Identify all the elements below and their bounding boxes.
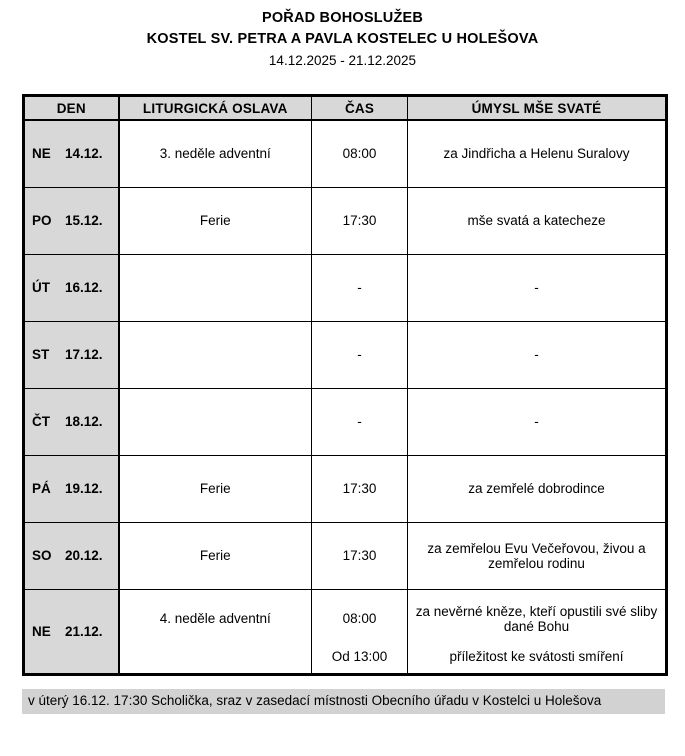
celebration-cell: Ferie	[119, 522, 312, 589]
intention-cell: -	[408, 321, 667, 388]
column-header-liturgicka-oslava: LITURGICKÁ OSLAVA	[119, 96, 312, 121]
day-date: 21.12.	[65, 623, 103, 639]
time-text: 08:00	[342, 611, 377, 626]
day-cell	[24, 589, 119, 674]
time-cell: 17:30	[312, 522, 408, 589]
table-header	[24, 96, 667, 121]
column-header-cas: ČAS	[312, 96, 408, 121]
celebration-text-2	[126, 648, 306, 673]
day-cell	[24, 187, 119, 254]
celebration-cell: 3. neděle adventní	[119, 120, 312, 187]
time-cell: 17:30	[312, 455, 408, 522]
intention-cell: -	[408, 254, 667, 321]
celebration-cell: Ferie	[119, 187, 312, 254]
date-range: 14.12.2025 - 21.12.2025	[268, 53, 417, 68]
celebration-cell	[119, 589, 312, 674]
day-abbreviation: ÚT	[32, 280, 50, 295]
intention-cell: za zemřelé dobrodince	[408, 455, 667, 522]
intention-cell	[408, 589, 667, 674]
title-block	[0, 0, 685, 71]
day-date: 16.12.	[65, 280, 103, 295]
table-row	[24, 187, 667, 254]
table-row	[24, 321, 667, 388]
intention-cell: -	[408, 388, 667, 455]
table-row	[24, 455, 667, 522]
celebration-cell	[119, 388, 312, 455]
intention-text: za nevěrné kněze, kteří opustili své sliby dané Bohu	[415, 603, 658, 634]
day-cell	[24, 455, 119, 522]
day-abbreviation: SO	[32, 548, 52, 563]
day-abbreviation: NE	[32, 623, 51, 639]
day-cell	[24, 120, 119, 187]
day-date: 15.12.	[65, 213, 103, 228]
day-abbreviation: NE	[32, 146, 51, 162]
celebration-cell	[119, 254, 312, 321]
day-cell	[24, 522, 119, 589]
table-body	[24, 120, 667, 674]
day-abbreviation: PÁ	[32, 481, 51, 496]
time-cell: -	[312, 254, 408, 321]
celebration-text: 4. neděle adventní	[159, 611, 271, 626]
table-row	[24, 589, 667, 674]
intention-cell: mše svatá a katecheze	[408, 187, 667, 254]
celebration-cell: Ferie	[119, 455, 312, 522]
church-name: KOSTEL SV. PETRA A PAVLA KOSTELEC U HOLEŠOVA	[146, 31, 539, 47]
column-header-umysl-mse-svate: ÚMYSL MŠE SVATÉ	[408, 96, 667, 121]
day-cell	[24, 254, 119, 321]
table-row	[24, 388, 667, 455]
day-abbreviation: PO	[32, 213, 52, 228]
table-row	[24, 522, 667, 589]
schedule-table	[22, 94, 668, 676]
time-cell: 17:30	[312, 187, 408, 254]
day-abbreviation: ČT	[32, 414, 50, 429]
time-cell: 08:00	[312, 120, 408, 187]
day-date: 17.12.	[65, 347, 103, 362]
footer-note: v úterý 16.12. 17:30 Scholička, sraz v zasedací místnosti Obecního úřadu v Kostelci u Holešova	[22, 689, 665, 714]
table-row	[24, 254, 667, 321]
day-abbreviation: ST	[32, 347, 50, 362]
column-header-den: DEN	[24, 96, 119, 121]
day-cell	[24, 388, 119, 455]
time-text-2: Od 13:00	[331, 648, 388, 664]
intention-cell: za zemřelou Evu Večeřovou, živou a zemřelou rodinu	[408, 522, 667, 589]
table-row	[24, 120, 667, 187]
page-title: POŘAD BOHOSLUŽEB	[261, 10, 424, 26]
day-date: 14.12.	[65, 146, 103, 162]
day-date: 19.12.	[65, 481, 103, 496]
day-cell	[24, 321, 119, 388]
day-date: 20.12.	[65, 548, 103, 563]
time-cell: -	[312, 388, 408, 455]
intention-cell: za Jindřicha a Helenu Suralovy	[408, 120, 667, 187]
celebration-cell	[119, 321, 312, 388]
day-date: 18.12.	[65, 414, 103, 429]
intention-text-2: příležitost ke svátosti smíření	[449, 648, 624, 664]
time-cell	[312, 589, 408, 674]
time-cell: -	[312, 321, 408, 388]
